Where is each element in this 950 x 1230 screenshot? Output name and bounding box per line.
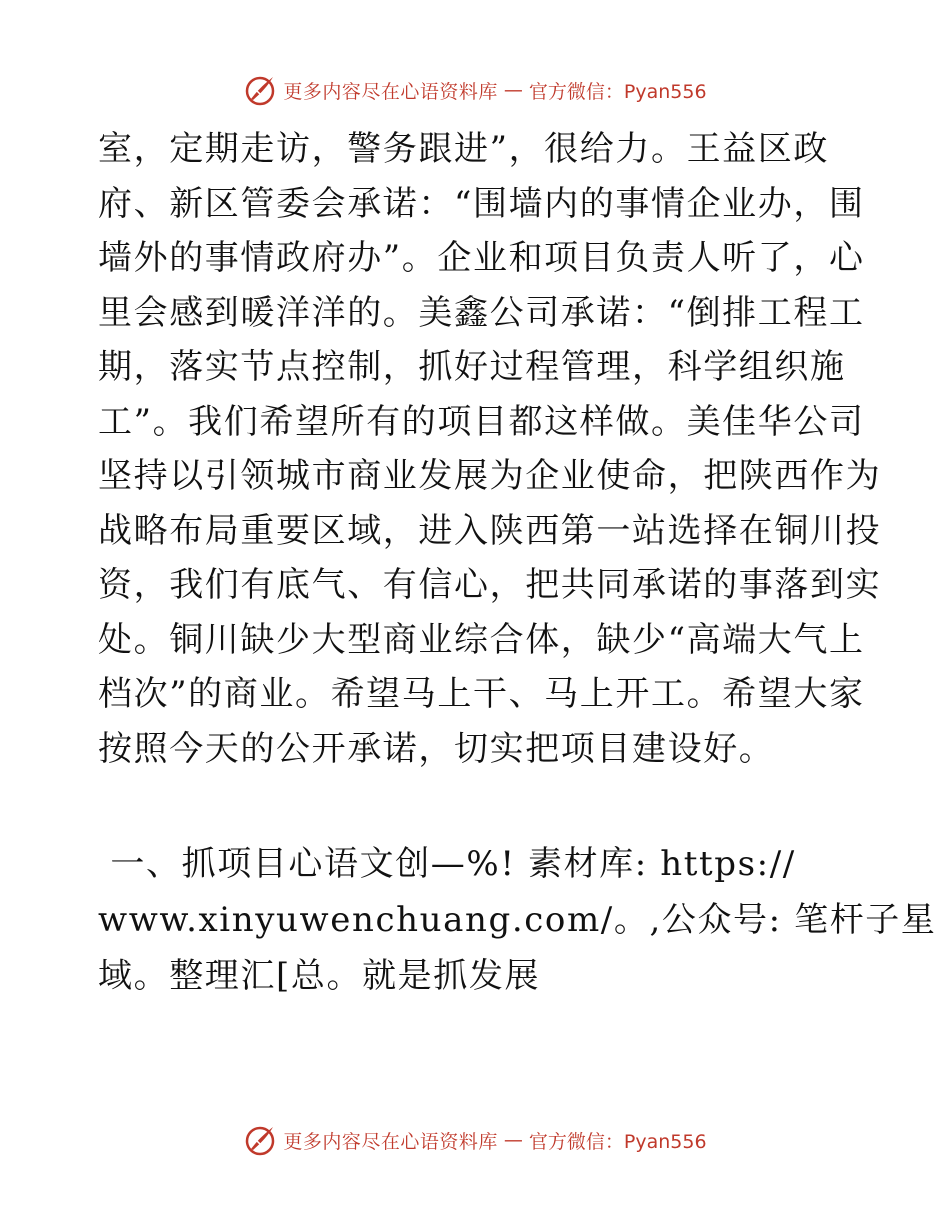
- banner-title: 更多内容尽在心语资料库: [283, 80, 498, 103]
- paragraph-line: 档次”的商业。希望马上干、马上开工。希望大家: [98, 674, 865, 714]
- header-banner: [0, 70, 950, 110]
- section-line: 一、抓项目心语文创—%! 素材库: https://: [98, 844, 796, 884]
- section-line: www.xinyuwenchuang.com/。,公众号: 笔杆子星: [98, 900, 937, 940]
- footer-banner: [0, 1120, 950, 1160]
- paragraph-line: 资，我们有底气、有信心，把共同承诺的事落到实: [98, 565, 882, 605]
- paragraph-line: 战略布局重要区域，进入陕西第一站选择在铜川投: [98, 510, 882, 551]
- paragraph-line: 里会感到暖洋洋的。美鑫公司承诺：“倒排工程工: [98, 292, 865, 333]
- paragraph-line: 工”。我们希望所有的项目都这样做。美佳华公司: [98, 401, 865, 442]
- quill-logo-icon: [243, 73, 277, 107]
- paragraph-line: 按照今天的公开承诺，切实把项目建设好。: [98, 728, 775, 769]
- quill-logo-icon: [243, 1123, 277, 1157]
- paragraph-line: 处。铜川缺少大型商业综合体，缺少“高端大气上: [98, 619, 865, 660]
- paragraph-line: 室，定期走访，警务跟进”，很给力。王益区政: [98, 129, 829, 169]
- paragraph-line: 墙外的事情政府办”。企业和项目负责人听了，心: [98, 238, 865, 278]
- section-heading-block: [98, 836, 937, 1004]
- section-line: 域。整理汇[总。就是抓发展: [98, 956, 541, 996]
- banner-title: 更多内容尽在心语资料库: [283, 1130, 498, 1153]
- banner-wechat: 官方微信：Pyan556: [528, 1130, 707, 1153]
- banner-dash: —: [503, 79, 523, 101]
- banner-wechat: 官方微信：Pyan556: [528, 80, 707, 103]
- banner-dash: —: [503, 1129, 523, 1151]
- paragraph-line: 坚持以引领城市商业发展为企业使命，把陕西作为: [98, 456, 882, 496]
- main-paragraph: [98, 122, 882, 776]
- paragraph-line: 期，落实节点控制，抓好过程管理，科学组织施: [98, 347, 846, 387]
- paragraph-line: 府、新区管委会承诺：“围墙内的事情企业办，围: [98, 183, 865, 224]
